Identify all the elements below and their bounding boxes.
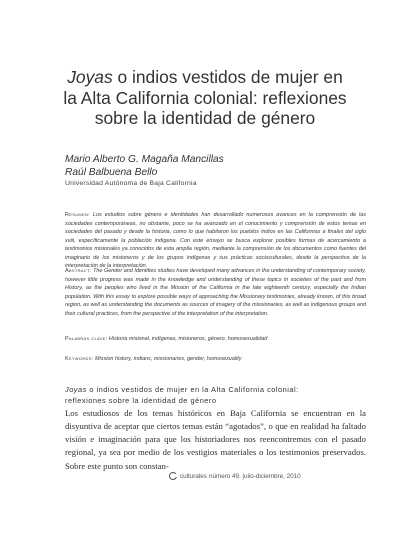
keywords-text: Mission history, indians, missionaries, gender, homosexuality xyxy=(93,356,242,362)
title-line3: sobre la identidad de género xyxy=(94,108,316,128)
section-heading-italic: Joyas xyxy=(65,385,87,394)
keywords-label: Keywords: xyxy=(65,356,94,362)
section-heading xyxy=(65,385,365,406)
paper-title xyxy=(40,67,370,129)
title-italic-word: Joyas xyxy=(67,67,113,87)
title-line2: la Alta California colonial: reflexiones xyxy=(63,87,347,108)
section-heading-line2: reflexiones sobre la identidad de género xyxy=(65,395,217,405)
footer-issue: número 49, julio-diciembre, 2010 xyxy=(208,472,301,480)
author-2: Raúl Balbuena Bello xyxy=(65,166,158,178)
body-paragraph: Los estudiosos de los temas históricos en Baja California se encuentran en la disyuntiva de aceptar que ciertos temas están “agotados”, o que en realidad ha faltado visión e imaginación para que los historiadores nos reencontremos con el pasado regional, ya sea por medio de los vestigios materiales o los testimonios preservados. Sobre este punto son constan- xyxy=(65,408,366,471)
footer-journal: culturales xyxy=(180,472,207,480)
author-1: Mario Alberto G. Magaña Mancillas xyxy=(65,154,224,165)
authors-block xyxy=(65,154,365,188)
title-line1-rest: o indios vestidos de mujer en xyxy=(112,67,343,87)
keywords xyxy=(65,355,366,364)
resumen-paragraph xyxy=(65,211,366,271)
abstract-text: The Gender and Identities studies have developed many advances in the understanding of contemporary society, however little progress was made in the knowledge and understanding of these topics in societies of the past and from History, as the peoples who lived in the Mission of the California in the late eighteenth century, especially the Indian population. With this essay to explore possible ways of approaching the Missionary testimonies, already known, of this broad region, as well as understanding the documents as sources of imagery of the missionaries, as well as indigenous groups and their cultural practices, from the perspective of the interpretation of the interpretation. xyxy=(65,268,366,317)
resumen-label: Resumen: xyxy=(65,212,90,218)
section-heading-line1: o indios vestidos de mujer en la Alta California colonial: xyxy=(86,385,299,394)
abstract-label: Abstract: xyxy=(65,268,92,274)
resumen-text: Los estudios sobre género e identidades han desarrollado numerosos avances en la comprensión de las sociedades contemporáneas, no obstante, poco se ha avanzado en el conocimiento y comprensión de estos temas en sociedades del pasado y desde la historia, como lo que habitaron los pueblos indios en las Californias a finales del siglo xviii, específicamente la población indígena. Con este ensayo se busca explorar posibles formas de acercamiento a testimonios misionales ya conocidos de esta amplia región, mediante la comprensión de los documentos como fuentes del imaginario de los misioneros y de los grupos indígenas y sus prácticas socioculturales, desde la perspectiva de la interpretación de la interpretación. xyxy=(65,212,366,270)
abstract-paragraph xyxy=(65,267,366,318)
page-footer xyxy=(169,472,369,480)
palabras-clave-label: Palabras clave: xyxy=(65,336,108,342)
journal-logo-icon xyxy=(169,472,177,480)
affiliation: Universidad Autónoma de Baja California xyxy=(65,180,197,188)
palabras-clave xyxy=(65,335,366,344)
palabras-clave-text: Historia misional, indígenas, misioneros, género, homosexualidad xyxy=(107,336,268,342)
